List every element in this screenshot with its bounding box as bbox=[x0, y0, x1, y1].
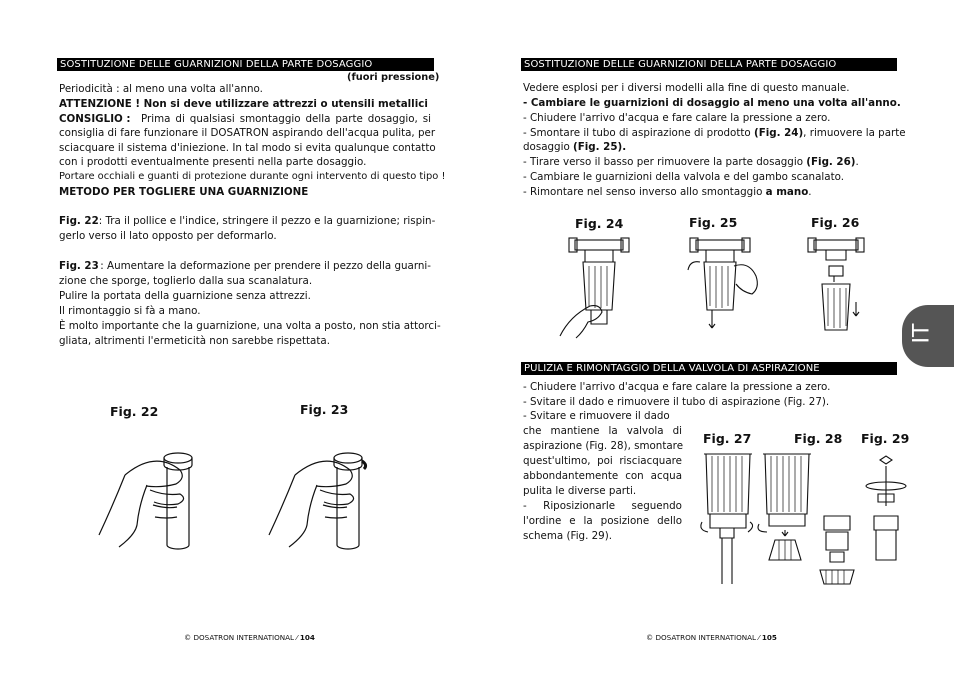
fig23-text-1: : Aumentare la deformazione per prendere il pezzo della guarni- bbox=[100, 260, 431, 272]
fig22-line-1 bbox=[59, 214, 436, 229]
valve-step-3-line-4: quest'ultimo, poi risciacquare bbox=[523, 455, 682, 467]
footer-right-text: © DOSATRON INTERNATIONAL ⁄ bbox=[646, 633, 760, 642]
fig22-ref: Fig. 22 bbox=[59, 215, 99, 227]
fig27-label: Fig. 27 bbox=[703, 431, 752, 446]
section-header-valve: PULIZIA E RIMONTAGGIO DELLA VALVOLA DI ASPIRAZIONE bbox=[521, 362, 897, 375]
important-line-2: gliata, altrimenti l'ermeticità non sarebbe rispettata. bbox=[59, 335, 330, 347]
bullet-dismount-text-3: dosaggio bbox=[523, 141, 570, 153]
bullet-reassemble-hand: a mano bbox=[765, 186, 809, 198]
bullet-close-water: - Chiudere l'arrivo d'acqua e fare calare la pressione a zero. bbox=[523, 112, 831, 124]
advice-line-2: consiglia di fare funzionare il DOSATRON aspirando dell'acqua pulita, per bbox=[59, 127, 436, 139]
section-header: SOSTITUZIONE DELLE GUARNIZIONI DELLA PARTE DOSAGGIO bbox=[57, 58, 434, 71]
language-tab-label: IT bbox=[909, 323, 935, 344]
fig25-label: Fig. 25 bbox=[689, 215, 738, 230]
bullet-reassemble-dot: . bbox=[808, 186, 812, 198]
bullet-change-seals: - Cambiare le guarnizioni di dosaggio al meno una volta all'anno. bbox=[523, 97, 901, 109]
method-heading: METODO PER TOGLIERE UNA GUARNIZIONE bbox=[59, 186, 309, 198]
fig22-line-2: gerlo verso il lato opposto per deformarlo. bbox=[59, 230, 277, 242]
bullet-reassemble-text: - Rimontare nel senso inverso allo smontaggio bbox=[523, 186, 763, 198]
bullet-dismount-text-2: , rimuovere la parte bbox=[803, 127, 906, 139]
advice-label: CONSIGLIO : bbox=[59, 113, 131, 125]
section-subheader: (fuori pressione) bbox=[347, 72, 440, 83]
fig28-label: Fig. 28 bbox=[794, 431, 843, 446]
remount-text: Il rimontaggio si fà a mano. bbox=[59, 305, 201, 317]
fig22-label: Fig. 22 bbox=[110, 404, 159, 419]
footer-left-text: © DOSATRON INTERNATIONAL ⁄ bbox=[184, 633, 298, 642]
fig25-illustration bbox=[680, 236, 760, 346]
valve-step-4-line-2: l'ordine e la posizione dello bbox=[523, 515, 682, 527]
valve-step-3-line-6: pulita le diverse parti. bbox=[523, 485, 637, 497]
fig23-ref: Fig. 23 bbox=[59, 260, 99, 272]
clean-text: Pulire la portata della guarnizione senza attrezzi. bbox=[59, 290, 311, 302]
fig22-text-1: : Tra il pollice e l'indice, stringere il pezzo e la guarnizione; rispin- bbox=[98, 215, 436, 227]
fig29-label: Fig. 29 bbox=[861, 431, 910, 446]
bullet-dismount-fig25: (Fig. 25). bbox=[573, 141, 627, 153]
fig26-label: Fig. 26 bbox=[811, 215, 860, 230]
valve-step-1: - Chiudere l'arrivo d'acqua e fare calare la pressione a zero. bbox=[523, 381, 831, 393]
bullet-dismount-text: - Smontare il tubo di aspirazione di prodotto bbox=[523, 127, 751, 139]
language-tab bbox=[902, 305, 954, 367]
valve-step-3-line-5: abbondantemente con acqua bbox=[523, 470, 682, 482]
footer-left-page: 104 bbox=[299, 633, 315, 642]
valve-step-4: - Riposizionarle seguendo bbox=[523, 500, 682, 512]
bullet-dismount-tube bbox=[523, 126, 906, 141]
bullet-change-valve: - Cambiare le guarnizioni della valvola e del gambo scanalato. bbox=[523, 171, 844, 183]
bullet-reassemble bbox=[523, 185, 812, 200]
bullet-pull-text: - Tirare verso il basso per rimuovere la parte dosaggio bbox=[523, 156, 804, 168]
fig29-illustration bbox=[818, 454, 898, 589]
section-header-dosing: SOSTITUZIONE DELLE GUARNIZIONI DELLA PARTE DOSAGGIO bbox=[521, 58, 897, 71]
fig28-illustration bbox=[757, 452, 817, 587]
advice-line-1 bbox=[59, 112, 431, 127]
valve-step-3-line-2: che mantiene la valvola di bbox=[523, 425, 682, 437]
intro-text: Vedere esplosi per i diversi modelli alla fine di questo manuale. bbox=[523, 82, 850, 94]
footer-right bbox=[646, 633, 777, 642]
periodicity-text: Periodicità : al meno una volta all'anno. bbox=[59, 83, 263, 95]
fig23-line-2: zione che sporge, toglierlo dalla sua scanalatura. bbox=[59, 275, 313, 287]
bullet-pull-fig26: (Fig. 26) bbox=[806, 156, 856, 168]
fig24-illustration bbox=[555, 236, 635, 346]
valve-step-4-line-3: schema (Fig. 29). bbox=[523, 530, 613, 542]
valve-step-2: - Svitare il dado e rimuovere il tubo di aspirazione (Fig. 27). bbox=[523, 396, 830, 408]
advice-text-1: Prima di qualsiasi smontaggio della parte dosaggio, si bbox=[141, 113, 431, 125]
bullet-dismount-fig24: (Fig. 24) bbox=[754, 127, 804, 139]
warning-text: ATTENZIONE ! Non si deve utilizzare attrezzi o utensili metallici bbox=[59, 98, 428, 110]
advice-line-4: con i prodotti eventualmente presenti nella parte dosaggio. bbox=[59, 156, 367, 168]
fig24-label: Fig. 24 bbox=[575, 216, 624, 231]
footer-left bbox=[184, 633, 315, 642]
important-line-1: È molto importante che la guarnizione, una volta a posto, non stia attorci- bbox=[59, 320, 441, 332]
valve-step-3: - Svitare e rimuovere il dado bbox=[523, 410, 670, 422]
bullet-pull-down bbox=[523, 155, 859, 170]
advice-line-3: sciacquare il sistema d'iniezione. In tal modo si evita qualunque contatto bbox=[59, 142, 436, 154]
protection-text: Portare occhiali e guanti di protezione durante ogni intervento di questo tipo ! bbox=[59, 171, 446, 182]
fig22-illustration bbox=[95, 445, 215, 555]
fig27-illustration bbox=[698, 452, 758, 587]
bullet-dismount-line-2 bbox=[523, 140, 626, 155]
footer-right-page: 105 bbox=[761, 633, 777, 642]
valve-step-3-line-3: aspirazione (Fig. 28), smontare bbox=[523, 440, 684, 452]
fig23-line-1 bbox=[59, 259, 431, 274]
bullet-pull-dot: . bbox=[855, 156, 859, 168]
fig23-label: Fig. 23 bbox=[300, 402, 349, 417]
fig23-illustration bbox=[265, 445, 385, 555]
fig26-illustration bbox=[808, 236, 868, 346]
